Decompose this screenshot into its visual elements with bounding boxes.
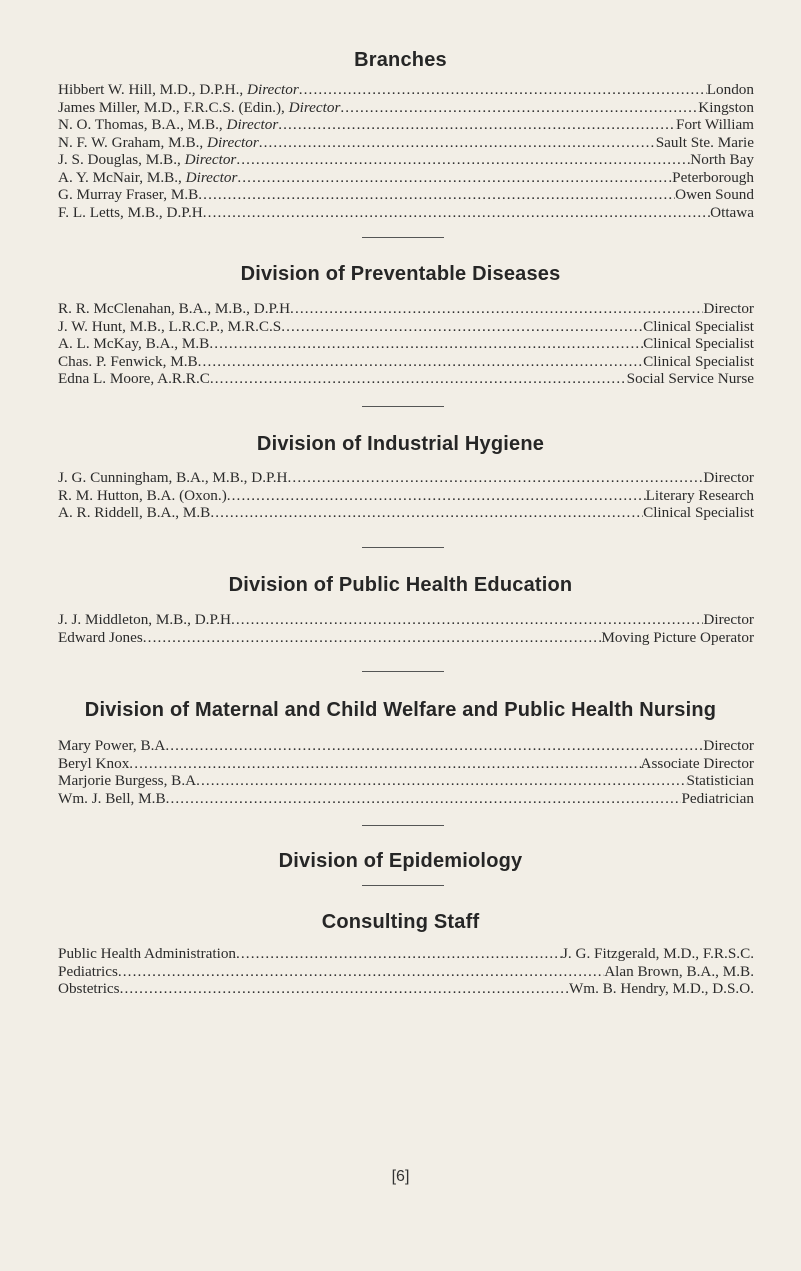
section-title-maternal-child-welfare: Division of Maternal and Child Welfare and Public Health Nursing <box>84 699 717 721</box>
dot-leader <box>259 134 656 152</box>
entry-value: Sault Ste. Marie <box>655 133 754 151</box>
maternal-child-welfare-list <box>58 737 754 807</box>
section-divider <box>362 547 444 548</box>
entry-value: Clinical Specialist <box>643 317 754 335</box>
entry-name: Edward Jones <box>58 628 143 646</box>
list-item <box>58 790 754 808</box>
entry-name: A. L. McKay, B.A., M.B <box>58 335 210 352</box>
entry-value: Clinical Specialist <box>643 352 754 370</box>
entry-name: Beryl Knox <box>58 754 130 772</box>
list-item <box>58 737 754 755</box>
dot-leader <box>143 629 602 647</box>
entry-name: A. Y. McNair, M.B., <box>58 168 186 186</box>
list-item <box>58 629 754 647</box>
section-title-consulting-staff: Consulting Staff <box>321 911 480 933</box>
entry-value: North Bay <box>690 151 754 168</box>
section-title-preventable-diseases: Division of Preventable Diseases <box>240 263 561 285</box>
entry-role: Director <box>247 81 299 98</box>
list-item <box>58 151 754 169</box>
entry-value: Pediatrician <box>681 789 754 807</box>
entry-role: Director <box>184 151 237 168</box>
entry-name: Edna L. Moore, A.R.R.C <box>58 370 210 387</box>
dot-leader <box>231 611 703 629</box>
dot-leader <box>281 318 643 336</box>
entry-value: Kingston <box>698 98 754 116</box>
dot-leader <box>203 204 710 222</box>
dot-leader <box>165 737 703 755</box>
entry-role: Director <box>288 98 341 116</box>
entry-value: J. G. Fitzgerald, M.D., F.R.S.C. <box>561 945 754 962</box>
entry-name: G. Murray Fraser, M.B <box>58 186 199 203</box>
list-item <box>58 169 754 187</box>
section-title-branches: Branches <box>354 49 447 71</box>
page-number: [6] <box>391 1168 410 1185</box>
entry-value: Moving Picture Operator <box>601 628 754 646</box>
list-item <box>58 186 754 204</box>
entry-role: Director <box>206 133 259 151</box>
entry-name: R. R. McClenahan, B.A., M.B., D.P.H <box>58 300 291 317</box>
industrial-hygiene-list <box>58 469 754 522</box>
section-title-public-health-education: Division of Public Health Education <box>228 574 573 596</box>
entry-name: James Miller, M.D., F.R.C.S. (Edin.), <box>58 98 289 116</box>
list-item <box>58 772 754 790</box>
section-divider <box>362 671 444 672</box>
list-item <box>58 980 754 998</box>
list-item <box>58 116 754 134</box>
entry-name: Public Health Administration <box>58 945 237 962</box>
entry-name: N. F. W. Graham, M.B., <box>58 133 207 151</box>
list-item <box>58 963 754 981</box>
entry-name: A. R. Riddell, B.A., M.B <box>58 504 211 521</box>
entry-value: Statistician <box>686 772 754 789</box>
entry-name: J. J. Middleton, M.B., D.P.H <box>58 611 231 628</box>
entry-value: Director <box>703 611 754 628</box>
dot-leader <box>210 504 643 522</box>
entry-name: Mary Power, B.A <box>58 737 166 754</box>
dot-leader <box>129 755 640 773</box>
dot-leader <box>288 469 704 487</box>
branches-list <box>58 81 754 221</box>
list-item <box>58 99 754 117</box>
section-title-epidemiology: Division of Epidemiology <box>278 850 523 872</box>
dot-leader <box>120 980 569 998</box>
dot-leader <box>278 116 676 134</box>
list-item <box>58 353 754 371</box>
list-item <box>58 318 754 336</box>
dot-leader <box>196 772 686 790</box>
entry-role: Director <box>226 116 279 133</box>
entry-value: Associate Director <box>640 754 754 772</box>
list-item <box>58 504 754 522</box>
dot-leader <box>166 790 682 808</box>
entry-value: Alan Brown, B.A., M.B. <box>604 962 754 980</box>
section-divider <box>362 885 444 886</box>
entry-name: Wm. J. Bell, M.B <box>58 789 166 807</box>
dot-leader <box>198 353 643 371</box>
section-title-industrial-hygiene: Division of Industrial Hygiene <box>256 433 545 455</box>
entry-value: Literary Research <box>645 486 754 504</box>
entry-name: Marjorie Burgess, B.A <box>58 772 197 789</box>
entry-name: R. M. Hutton, B.A. (Oxon.) <box>58 486 227 504</box>
dot-leader <box>236 151 690 169</box>
public-health-education-list <box>58 611 754 646</box>
entry-name: Obstetrics <box>58 980 120 997</box>
entry-value: Ottawa <box>710 203 754 221</box>
dot-leader <box>210 370 627 388</box>
dot-leader <box>299 81 707 99</box>
dot-leader <box>236 945 562 963</box>
entry-value: Owen Sound <box>675 186 754 203</box>
entry-value: Wm. B. Hendry, M.D., D.S.O. <box>568 980 754 997</box>
entry-value: Clinical Specialist <box>643 504 754 521</box>
list-item <box>58 755 754 773</box>
consulting-staff-list <box>58 945 754 998</box>
list-item <box>58 335 754 353</box>
entry-name: Chas. P. Fenwick, M.B <box>58 352 198 370</box>
dot-leader <box>227 487 646 505</box>
list-item <box>58 945 754 963</box>
entry-name: N. O. Thomas, B.A., M.B., <box>58 116 227 133</box>
entry-value: Director <box>703 469 754 486</box>
list-item <box>58 81 754 99</box>
entry-name: J. W. Hunt, M.B., L.R.C.P., M.R.C.S <box>58 317 282 335</box>
entry-value: London <box>706 81 754 98</box>
dot-leader <box>340 99 698 117</box>
dot-leader <box>118 963 604 981</box>
dot-leader <box>237 169 672 187</box>
list-item <box>58 204 754 222</box>
list-item <box>58 370 754 388</box>
entry-value: Clinical Specialist <box>643 335 754 352</box>
entry-value: Peterborough <box>672 168 754 186</box>
entry-value: Social Service Nurse <box>626 370 754 387</box>
section-divider <box>362 406 444 407</box>
entry-name: J. G. Cunningham, B.A., M.B., D.P.H <box>58 469 288 486</box>
entry-name: Pediatrics <box>58 962 118 980</box>
entry-name: F. L. Letts, M.B., D.P.H <box>58 203 203 221</box>
list-item <box>58 611 754 629</box>
entry-value: Director <box>703 737 754 754</box>
list-item <box>58 300 754 318</box>
section-divider <box>362 825 444 826</box>
list-item <box>58 469 754 487</box>
entry-name: Hibbert W. Hill, M.D., D.P.H., <box>58 81 248 98</box>
entry-role: Director <box>185 168 238 186</box>
dot-leader <box>209 335 643 353</box>
list-item <box>58 134 754 152</box>
dot-leader <box>198 186 675 204</box>
entry-value: Director <box>703 300 754 317</box>
entry-value: Fort William <box>676 116 754 133</box>
dot-leader <box>290 300 703 318</box>
section-divider <box>362 237 444 238</box>
preventable-diseases-list <box>58 300 754 388</box>
list-item <box>58 487 754 505</box>
entry-name: J. S. Douglas, M.B., <box>58 151 185 168</box>
